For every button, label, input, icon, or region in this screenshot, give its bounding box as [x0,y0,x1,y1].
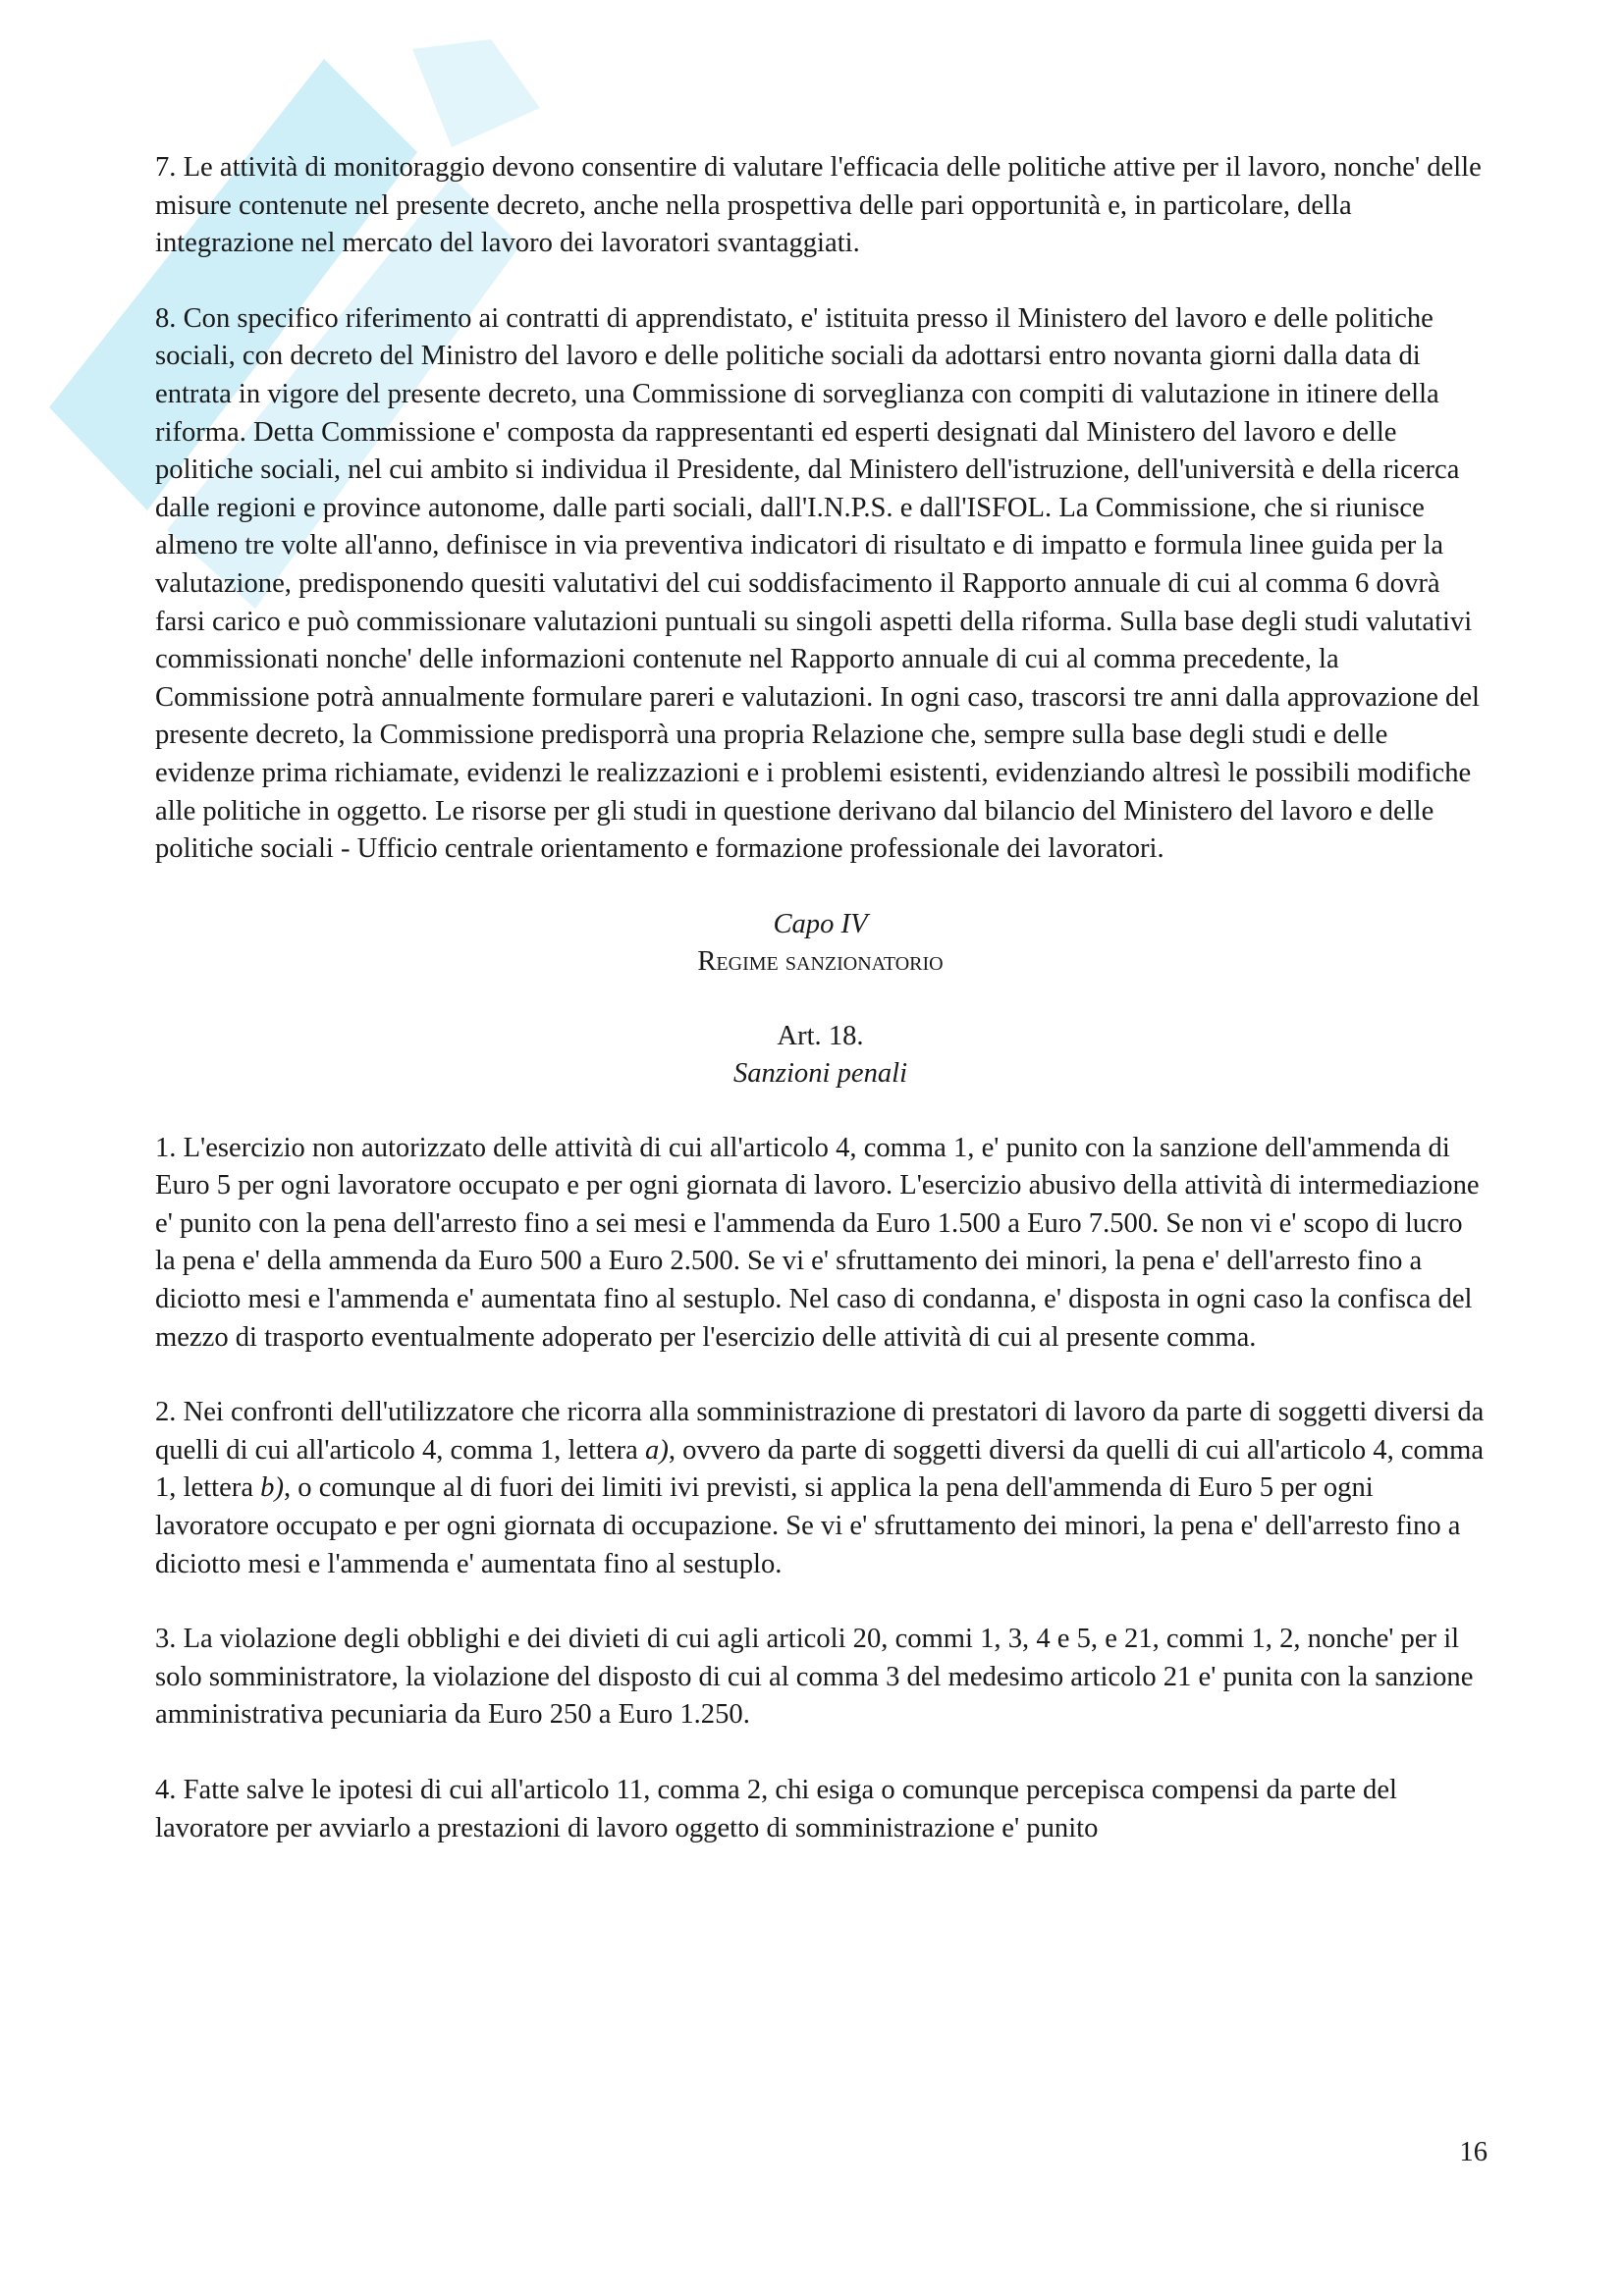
chapter-title-text: Regime sanzionatorio [697,945,944,977]
comma-2-part-1: 2. Nei confronti dell'utilizzatore che ricorra alla somministrazione di prestatori di lavoro da parte di soggetti diversi da quelli di cui all'articolo 4, comma 1, lettera [155,1397,1485,1466]
comma-2-letter-b: b) [260,1472,284,1504]
article-comma-3: 3. La violazione degli obblighi e dei divieti di cui agli articoli 20, commi 1, 3, 4 e 5, e 21, commi 1, 2, nonche' per il solo somministratore, la violazione del disposto di cui al comma 3 del medesimo articolo 21 e' punita con la sanzione amministrativa pecuniaria da Euro 250 a Euro 1.250. [155,1624,1474,1731]
article-number: Art. 18. [777,1020,864,1051]
paragraph-8: 8. Con specifico riferimento ai contratti di apprendistato, e' istituita presso il Ministero del lavoro e delle politiche sociali, con decreto del Ministro del lavoro e delle politiche sociali da adottarsi entro novanta giorni dalla data di entrata in vigore del presente decreto, una Commissione di sorveglianza con compiti di valutazione in itinere della riforma. Detta Commissione e' composta da rappresentanti ed esperti designati dal Ministero del lavoro e delle politiche sociali, nel cui ambito si individua il Presidente, dal Ministero dell'istruzione, dell'università e della ricerca dalle regioni e province autonome, dalle parti sociali, dall'I.N.P.S. e dall'ISFOL. La Commissione, che si riunisce almeno tre volte all'anno, definisce in via preventiva indicatori di risultato e di impatto e formula linee guida per la valutazione, predisponendo quesiti valutativi del cui soddisfacimento il Rapporto annuale di cui al comma 6 dovrà farsi carico e può commissionare valutazioni puntuali su singoli aspetti della riforma. Sulla base degli studi valutativi commissionati nonche' delle informazioni contenute nel Rapporto annuale di cui al comma precedente, la Commissione potrà annualmente formulare pareri e valutazioni. In ogni caso, trascorsi tre anni dalla approvazione del presente decreto, la Commissione predisporrà una propria Relazione che, sempre sulla base degli studi e delle evidenze prima richiamate, evidenzi le realizzazioni e i problemi esistenti, evidenziando altresì le possibili modifiche alle politiche in oggetto. Le risorse per gli studi in questione derivano dal bilancio del Ministero del lavoro e delle politiche sociali - Ufficio centrale orientamento e formazione professionale dei lavoratori. [155,302,1480,865]
chapter-title [155,943,1486,981]
article-comma-4: 4. Fatte salve le ipotesi di cui all'articolo 11, comma 2, chi esiga o comunque percepisca compensi da parte del lavoratore per avviarlo a prestazioni di lavoro oggetto di somministrazione e' punito [155,1775,1397,1843]
article-comma-2 [155,1394,1486,1583]
comma-2-part-2: , ovvero da parte di soggetti diversi da quelli di cui all'articolo 4, comma 1, lettera [155,1434,1485,1504]
chapter-label: Capo IV [773,908,868,939]
page-number: 16 [1459,2137,1488,2167]
article-comma-1: 1. L'esercizio non autorizzato delle attività di cui all'articolo 4, comma 1, e' punito con la sanzione dell'ammenda di Euro 5 per ogni lavoratore occupato e per ogni giornata di lavoro. L'esercizio abusivo della attività di intermediazione e' punito con la pena dell'arresto fino a sei mesi e l'ammenda da Euro 1.500 a Euro 7.500. Se non vi e' scopo di lucro la pena e' della ammenda da Euro 500 a Euro 2.500. Se vi e' sfruttamento dei minori, la pena e' dell'arresto fino a diciotto mesi e l'ammenda e' aumentata fino al sestuplo. Nel caso di condanna, e' disposta in ogni caso la confisca del mezzo di trasporto eventualmente adoperato per l'esercizio delle attività di cui al presente comma. [155,1132,1480,1353]
article-title: Sanzioni penali [732,1057,908,1089]
paragraph-7: 7. Le attività di monitoraggio devono consentire di valutare l'efficacia delle politiche attive per il lavoro, nonche' delle misure contenute nel presente decreto, anche nella prospettiva delle pari opportunità e, in particolare, della integrazione nel mercato del lavoro dei lavoratori svantaggiati. [155,152,1482,259]
comma-2-letter-a: a) [645,1434,669,1466]
document-body [155,149,1486,1847]
comma-2-part-3: , o comunque al di fuori dei limiti ivi previsti, si applica la pena dell'ammenda di Euro 5 per ogni lavoratore occupato e per ogni giornata di occupazione. Se vi e' sfruttamento dei minori, la pena e' dell'arresto fino a diciotto mesi e l'ammenda e' aumentata fino al sestuplo. [155,1472,1461,1579]
